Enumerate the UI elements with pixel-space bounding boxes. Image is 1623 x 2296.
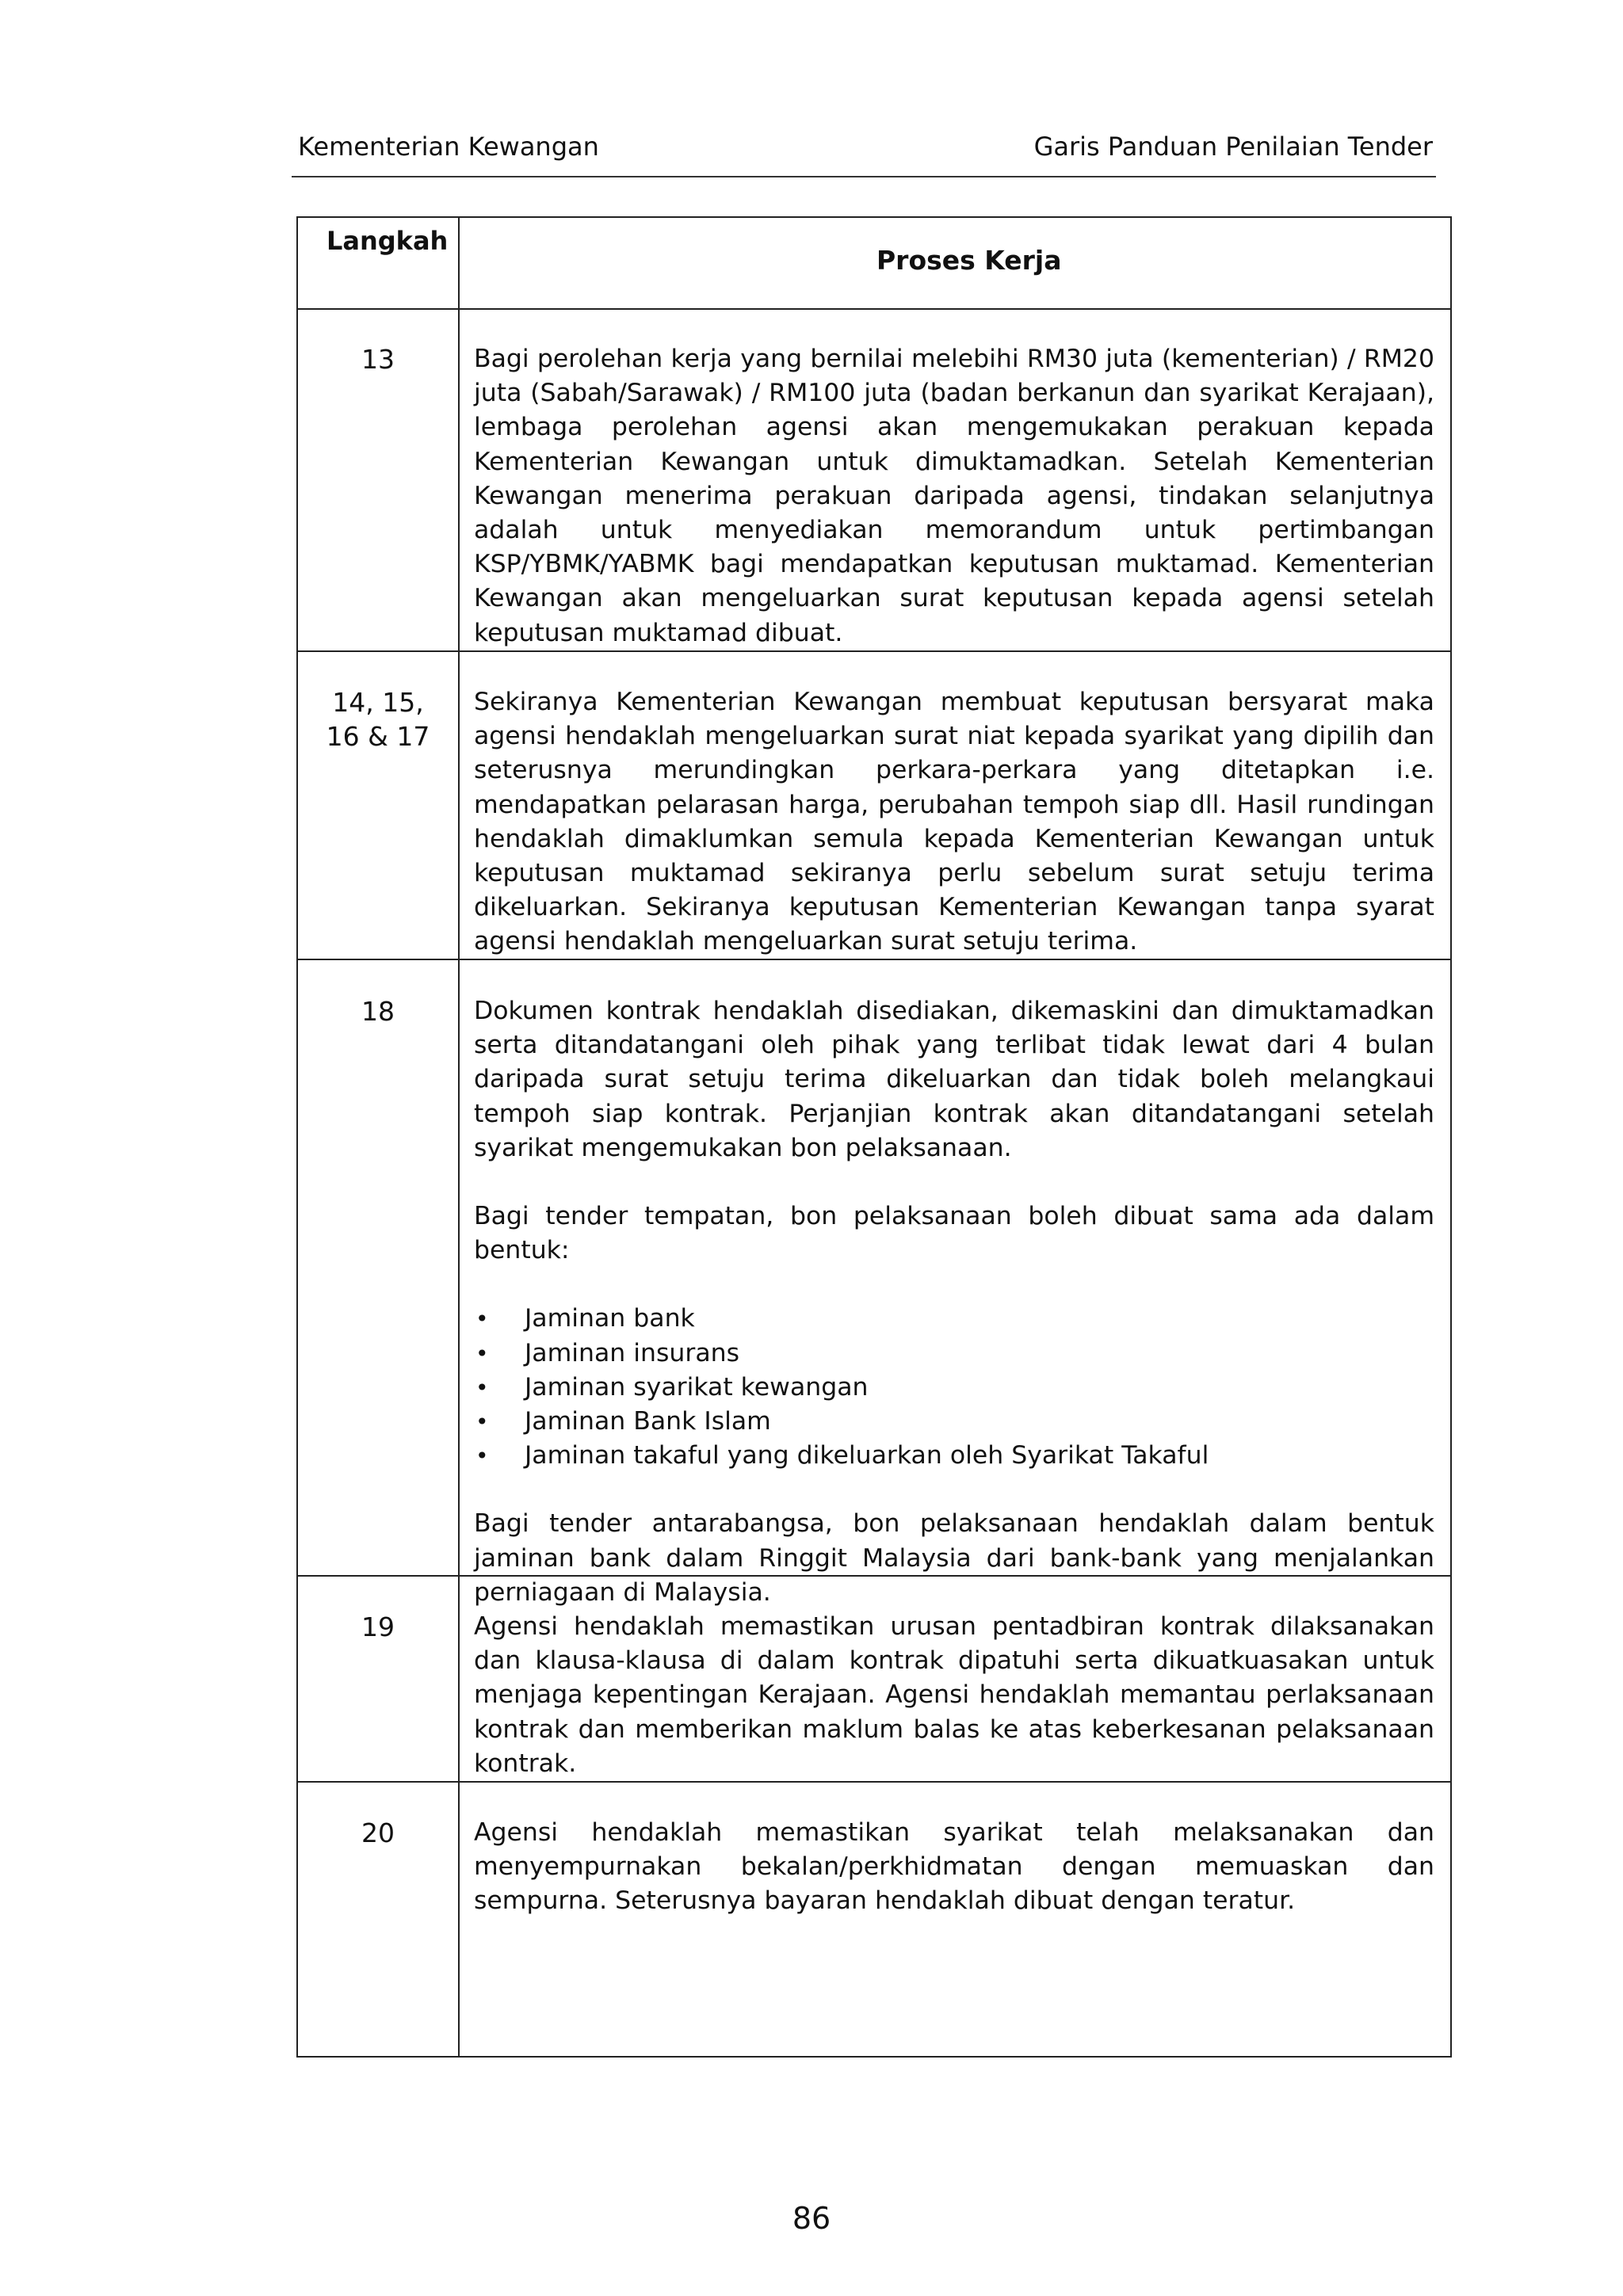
column-header-proses-kerja: Proses Kerja [876, 245, 1062, 276]
step-number-line: 16 & 17 [326, 721, 430, 752]
paragraph: Bagi tender tempatan, bon pelaksanaan boleh dibuat sama ada dalam bentuk: [474, 1202, 1434, 1265]
row-divider [298, 650, 1450, 652]
process-table [296, 216, 1452, 2058]
process-text: Agensi hendaklah memastikan urusan pentadbiran kontrak dilaksanakan dan klausa-klausa di dalam kontrak dipatuhi serta dikuatkuasakan untuk menjaga kepentingan Kerajaan. Agensi hendaklah memantau perlaksanaan kontrak dan memberikan maklum balas ke atas keberkesanan pelaksanaan kontrak. [474, 1612, 1434, 1778]
process-text: Sekiranya Kementerian Kewangan membuat keputusan bersyarat maka agensi hendaklah mengeluarkan surat niat kepada syarikat yang dipilih dan seterusnya merundingkan perkara-perkara yang ditetapkan i.e. mendapatkan pelarasan harga, perubahan tempoh siap dll. Hasil rundingan hendaklah dimaklumkan semula kepada Kementerian Kewangan untuk keputusan muktamad sekiranya perlu sebelum surat setuju terima dikeluarkan. Sekiranya keputusan Kementerian Kewangan tanpa syarat agensi hendaklah mengeluarkan surat setuju terima. [474, 688, 1434, 956]
step-number: 20 [361, 1817, 395, 1848]
list-item: • Jaminan takaful yang dikeluarkan oleh Syarikat Takaful [525, 1439, 1434, 1473]
process-text: Agensi hendaklah memastikan syarikat telah melaksanakan dan menyempurnakan bekalan/perkhidmatan dengan memuaskan dan sempurna. Seterusnya bayaran hendaklah dibuat dengan teratur. [474, 1818, 1434, 1916]
column-header-langkah: Langkah [327, 226, 449, 256]
header-rule [292, 176, 1436, 177]
step-number: 19 [361, 1611, 395, 1642]
step-number: 18 [361, 996, 395, 1027]
page-number: 86 [792, 2201, 831, 2236]
row-divider [298, 308, 1450, 310]
list-item: • Jaminan bank [525, 1302, 1434, 1336]
step-number: 13 [361, 344, 395, 375]
column-divider [458, 218, 460, 2056]
list-item: • Jaminan syarikat kewangan [525, 1371, 1434, 1405]
paragraph: Bagi tender antarabangsa, bon pelaksanaan hendaklah dalam bentuk jaminan bank dalam Ringgit Malaysia dari bank-bank yang menjalankan perniagaan di Malaysia. [474, 1509, 1434, 1607]
page-header-left: Kementerian Kewangan [298, 132, 599, 162]
list-item: • Jaminan insurans [525, 1337, 1434, 1371]
paragraph: Dokumen kontrak hendaklah disediakan, dikemaskini dan dimuktamadkan serta ditandatangani oleh pihak yang terlibat tidak lewat dari 4 bulan daripada surat setuju terima dikeluarkan dan tidak boleh melangkaui tempoh siap kontrak. Perjanjian kontrak akan ditandatangani setelah syarikat mengemukakan bon pelaksanaan. [474, 997, 1434, 1162]
row-divider [298, 1781, 1450, 1783]
list-item: • Jaminan Bank Islam [525, 1405, 1434, 1439]
step-number-line: 14, 15, [332, 687, 424, 718]
step-number [298, 685, 458, 753]
process-text [474, 994, 1434, 1610]
process-text: Bagi perolehan kerja yang bernilai melebihi RM30 juta (kementerian) / RM20 juta (Sabah/Sarawak) / RM100 juta (badan berkanun dan syarikat Kerajaan), lembaga perolehan agensi akan mengemukakan perakuan kepada Kementerian Kewangan untuk dimuktamadkan. Setelah Kementerian Kewangan menerima perakuan daripada agensi, tindakan selanjutnya adalah untuk menyediakan memorandum untuk pertimbangan KSP/YBMK/YABMK bagi mendapatkan keputusan muktamad. Kementerian Kewangan akan mengeluarkan surat keputusan kepada agensi setelah keputusan muktamad dibuat. [474, 345, 1434, 647]
bullet-list [474, 1302, 1434, 1473]
page-header-right: Garis Panduan Penilaian Tender [1033, 132, 1433, 162]
